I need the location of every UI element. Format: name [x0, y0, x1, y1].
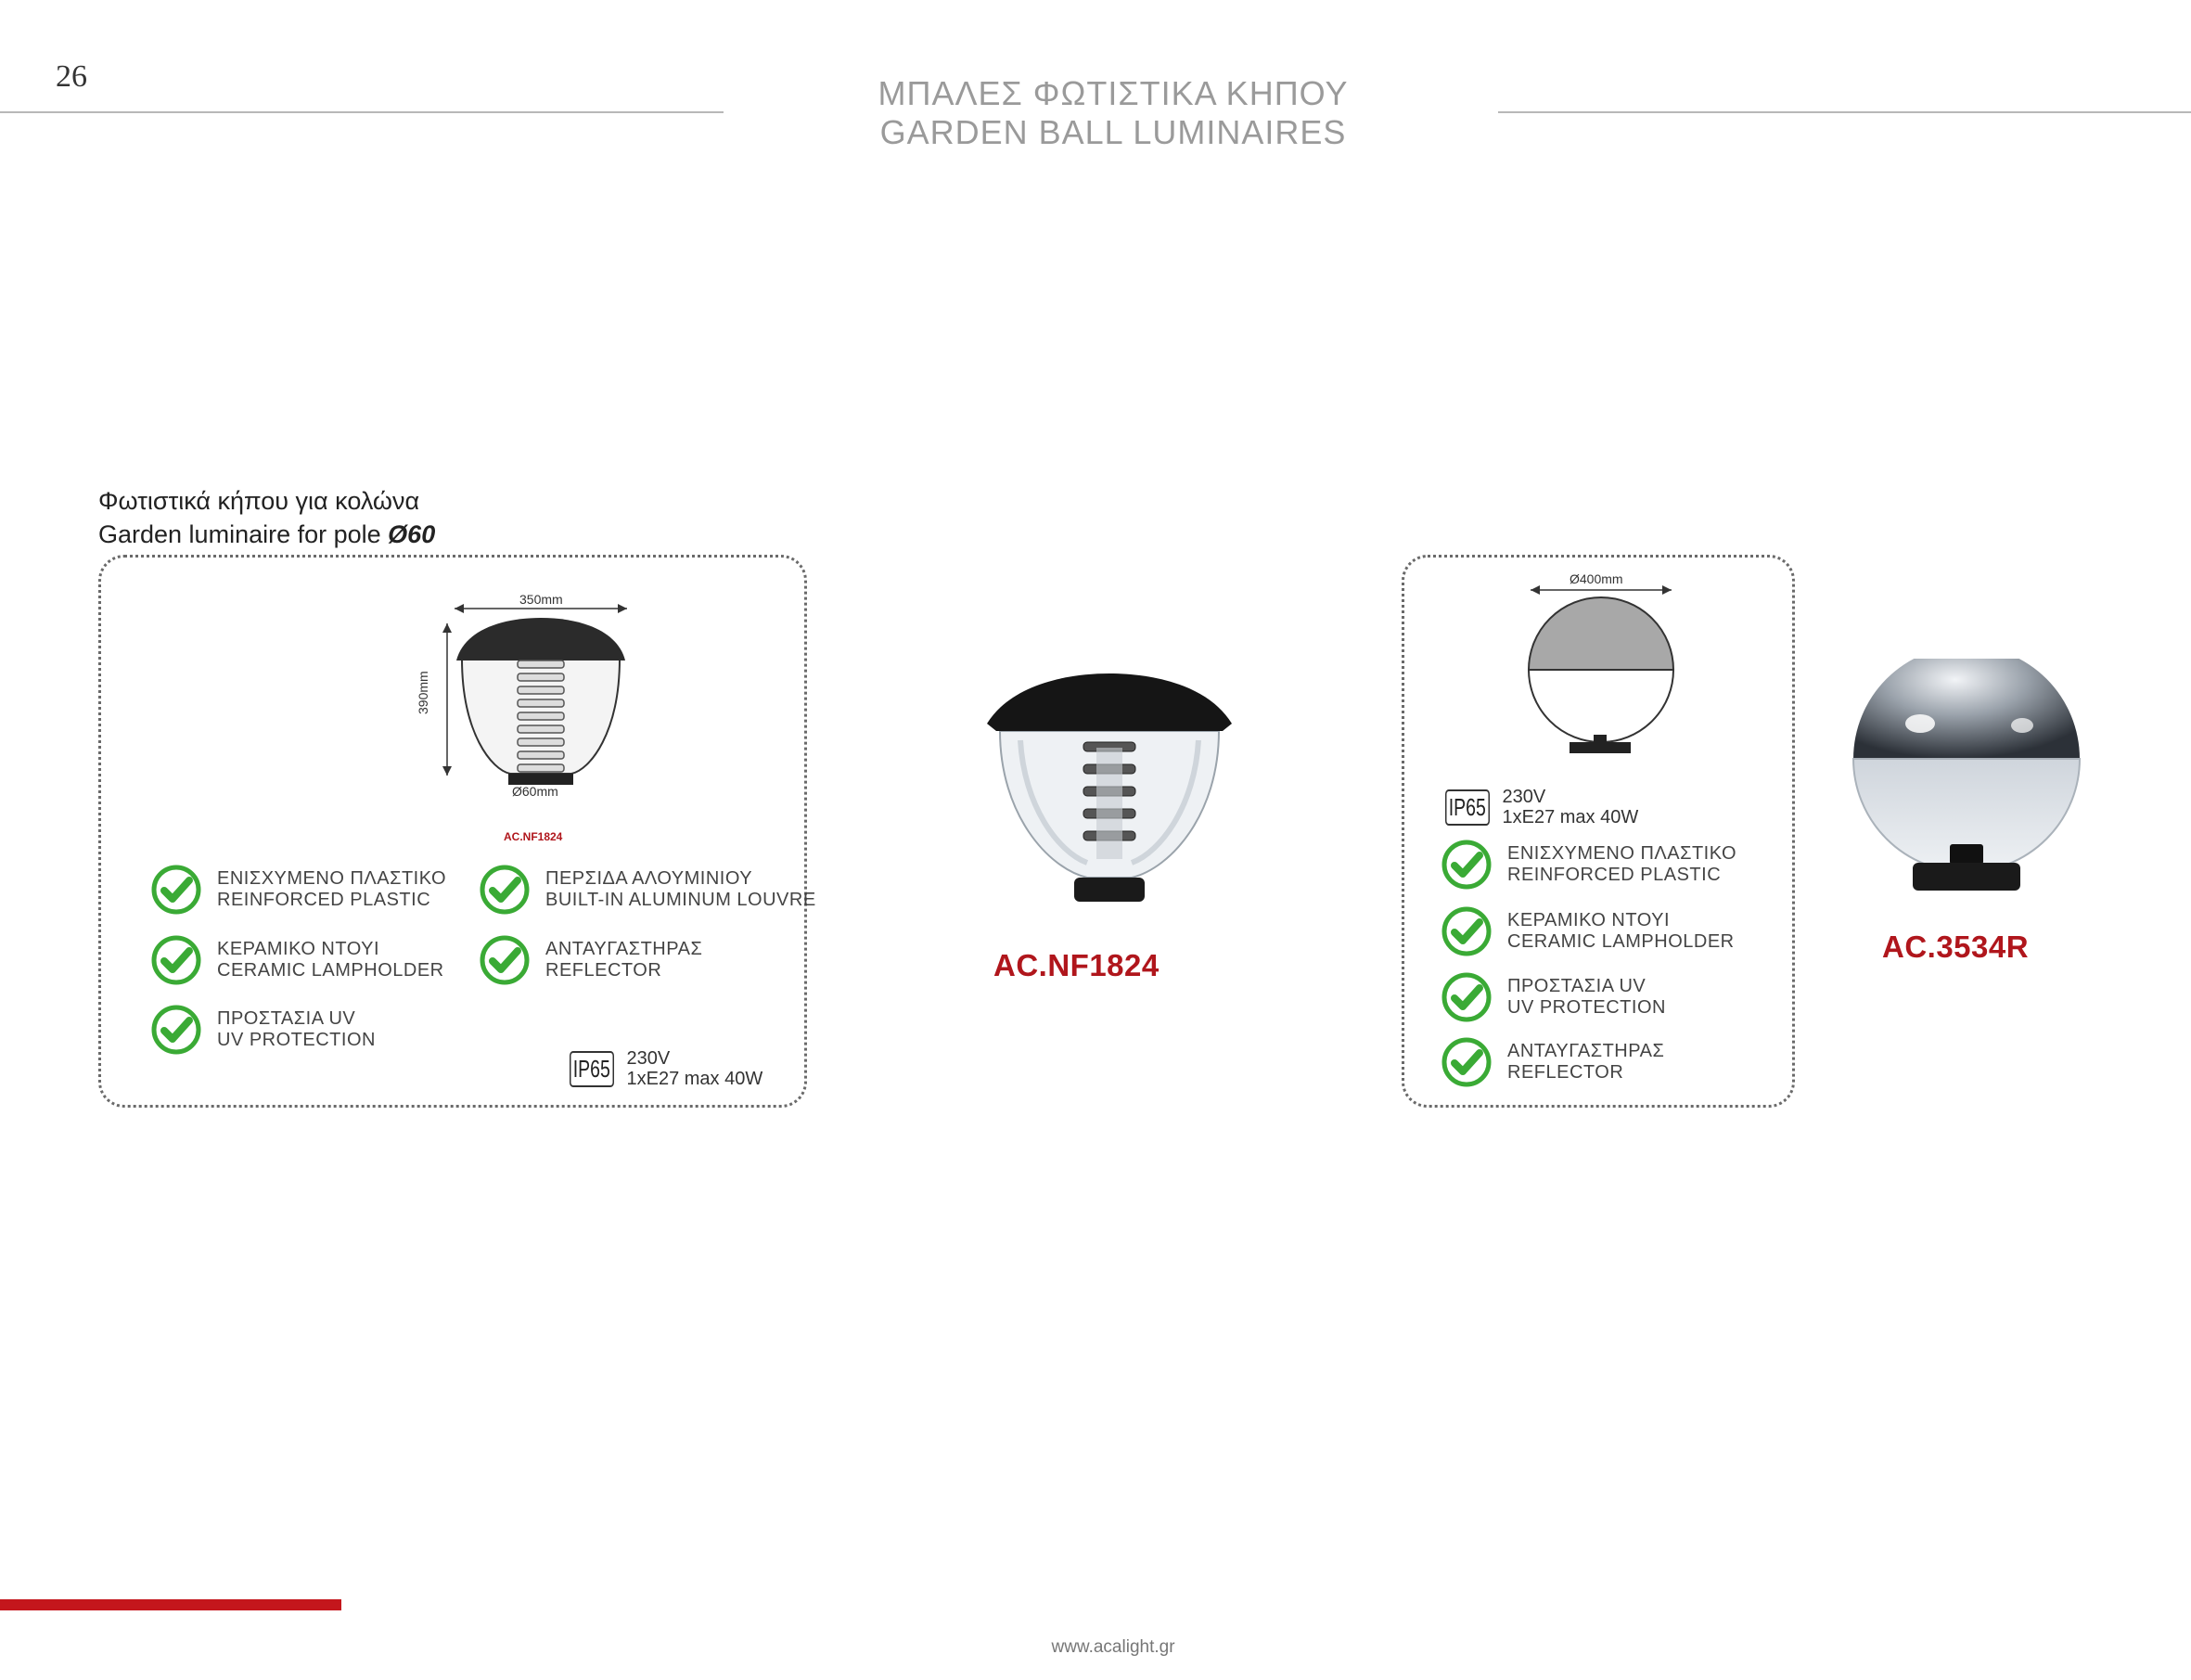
check-circle-icon: [479, 934, 531, 986]
feature-reinforced-plastic: ΕΝΙΣΧΥΜΕΝΟ ΠΛΑΣΤΙΚΟ REINFORCED PLASTIC: [150, 864, 446, 916]
ip-rating-nf1824: IP65 230V 1xE27 max 40W: [570, 1048, 762, 1089]
check-circle-icon: [150, 934, 202, 986]
header-rule-right: [1498, 111, 2191, 113]
ip-rating-icon: IP65: [1445, 789, 1490, 826]
ip-rating-icon: IP65: [570, 1051, 614, 1087]
header-rule-left: [0, 111, 724, 113]
feature-ceramic-lampholder: ΚΕΡΑΜΙΚΟ ΝΤΟΥΙ CERAMIC LAMPHOLDER: [150, 934, 444, 986]
ip-rating-3534r: IP65 230V 1xE27 max 40W: [1445, 787, 1638, 827]
drawing-code-label: AC.NF1824: [504, 830, 563, 843]
check-circle-icon: [150, 864, 202, 916]
intro-line-en: Garden luminaire for pole Ø60: [98, 520, 436, 548]
feature-uv-protection: ΠΡΟΣΤΑΣΙΑ UV UV PROTECTION: [1441, 971, 1666, 1023]
feature-reinforced-plastic: ΕΝΙΣΧΥΜΕΝΟ ΠΛΑΣΤΙΚΟ REINFORCED PLASTIC: [1441, 839, 1736, 891]
feature-ceramic-lampholder: ΚΕΡΑΜΙΚΟ ΝΤΟΥΙ CERAMIC LAMPHOLDER: [1441, 905, 1735, 957]
feature-uv-protection: ΠΡΟΣΤΑΣΙΑ UV UV PROTECTION: [150, 1004, 376, 1056]
check-circle-icon: [1441, 971, 1493, 1023]
dimension-drawing-3534r: [1521, 568, 1679, 764]
feature-aluminum-louvre: ΠΕΡΣΙΔΑ ΑΛΟΥΜΙΝΙΟΥ BUILT-IN ALUMINUM LOUVRE: [479, 864, 816, 916]
page-title: [724, 74, 1503, 152]
check-circle-icon: [479, 864, 531, 916]
product-photo-3534r: [1846, 659, 2087, 900]
intro-line-gr: Φωτιστικά κήπου για κολώνα: [98, 487, 420, 515]
feature-reflector: ΑΝΤΑΥΓΑΣΤΗΡΑΣ REFLECTOR: [479, 934, 702, 986]
page-number: 26: [56, 59, 87, 94]
page-title-gr: ΜΠΑΛΕΣ ΦΩΤΙΣΤΙΚΑ ΚΗΠΟΥ: [878, 74, 1349, 112]
product-code-3534r: AC.3534R: [1882, 930, 2030, 964]
feature-reflector: ΑΝΤΑΥΓΑΣΤΗΡΑΣ REFLECTOR: [1441, 1036, 1664, 1088]
footer-accent-bar: [0, 1599, 341, 1610]
pole-diameter: Ø60: [388, 520, 436, 548]
footer-url: www.acalight.gr: [1051, 1637, 1175, 1657]
dimension-drawing-nf1824: [408, 584, 649, 844]
product-photo-nf1824: [983, 666, 1236, 907]
dim-base-label: Ø60mm: [512, 784, 558, 799]
page-title-en: GARDEN BALL LUMINAIRES: [879, 113, 1347, 151]
dim-height-label: 390mm: [416, 671, 430, 714]
check-circle-icon: [1441, 1036, 1493, 1088]
check-circle-icon: [1441, 839, 1493, 891]
section-intro: [98, 484, 435, 551]
dim-width-label: 350mm: [519, 592, 563, 607]
check-circle-icon: [150, 1004, 202, 1056]
dim-diameter-label: Ø400mm: [1570, 571, 1623, 586]
product-code-nf1824: AC.NF1824: [993, 948, 1160, 982]
check-circle-icon: [1441, 905, 1493, 957]
